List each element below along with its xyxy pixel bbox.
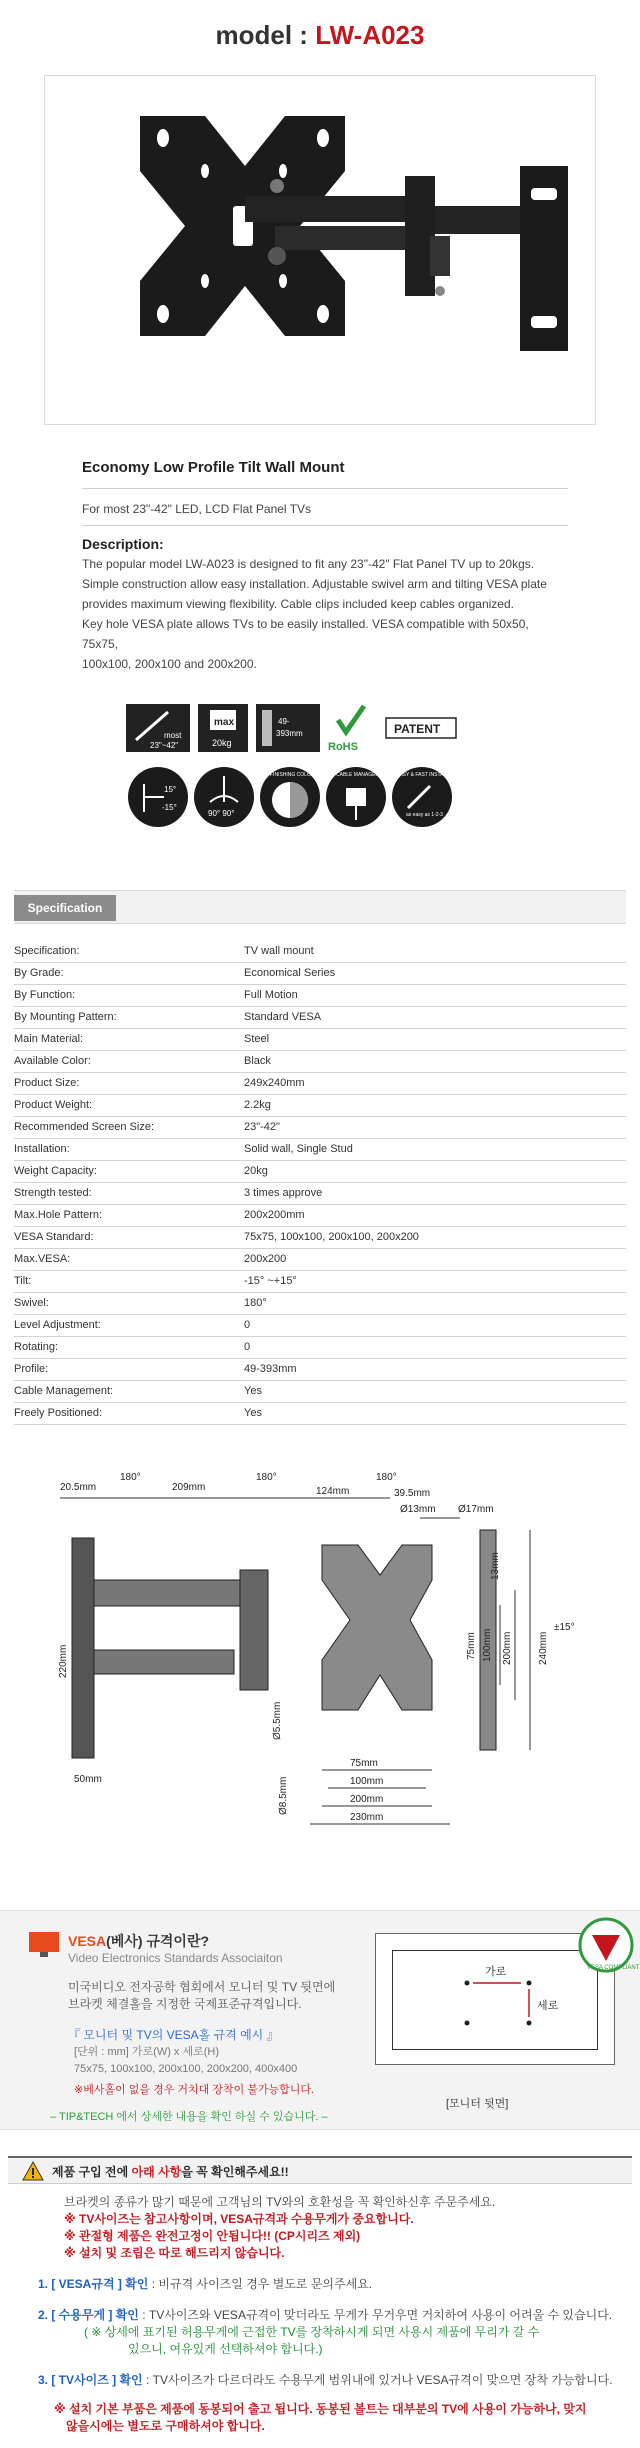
spec-value: 75x75, 100x100, 200x100, 200x200: [244, 1226, 626, 1248]
vesa-warning: ※베사홀이 없을 경우 거치대 장착이 불가능합니다.: [74, 2084, 315, 2096]
vesa-desc-2: 브라켓 체결홀을 지정한 국제표준규격입니다.: [68, 1997, 302, 2011]
rohs-icon: [328, 706, 364, 753]
spec-value: Full Motion: [244, 984, 626, 1006]
spec-row: [14, 1336, 626, 1358]
dim-100-h: 100mm: [350, 1776, 384, 1787]
spec-row: [14, 1138, 626, 1160]
description-line: provides maximum viewing flexibility. Cable clips included keep cables organized.: [82, 597, 514, 611]
vesa-unit: [단위 : mm] 가로(W) x 세로(H): [74, 2046, 220, 2058]
spec-value: 200x200: [244, 1248, 626, 1270]
dim-20-5: 20.5mm: [60, 1482, 97, 1493]
spec-value: -15° ~+15°: [244, 1270, 626, 1292]
notice-item-3: 3. [ TV사이즈 ] 확인 : TV사이즈가 다르더라도 수용무게 범위내에 있거나 VESA규격이 맞으면 장착 가능합니다.: [38, 2373, 613, 2387]
vesa-info-section: [0, 1910, 640, 2130]
spec-row: [14, 1006, 626, 1028]
svg-text:CABLE MANAGEMENT: CABLE MANAGEMENT: [336, 772, 390, 778]
spec-key: By Mounting Pattern:: [14, 1006, 244, 1028]
vesa-example-heading: 『 모니터 및 TV의 VESA홀 규격 예시 』: [68, 2028, 279, 2042]
spec-value: 0: [244, 1314, 626, 1336]
feature-icons-row-1: [126, 700, 526, 756]
spec-row: [14, 1402, 626, 1424]
spec-key: Rotating:: [14, 1336, 244, 1358]
spec-row: [14, 1314, 626, 1336]
description-line: Key hole VESA plate allows TVs to be easily installed. VESA compatible with 50x50, 75x75,: [82, 617, 529, 651]
spec-row: [14, 1248, 626, 1270]
spec-value: Yes: [244, 1402, 626, 1424]
dim-pm15: ±15°: [554, 1622, 575, 1633]
spec-row: [14, 984, 626, 1006]
spec-row: [14, 1028, 626, 1050]
notice-item-2-note-2: 있으니, 여유있게 선택하셔야 합니다.): [128, 2342, 323, 2356]
spec-key: Max.VESA:: [14, 1248, 244, 1270]
spec-value: Steel: [244, 1028, 626, 1050]
profile-icon: [256, 704, 320, 752]
product-photo: [45, 76, 597, 426]
spec-key: Cable Management:: [14, 1380, 244, 1402]
spec-value: 2.2kg: [244, 1094, 626, 1116]
spec-value: 0: [244, 1336, 626, 1358]
spec-value: TV wall mount: [244, 940, 626, 962]
notice-footnote-2: 않을시에는 별도로 구매하셔야 합니다.: [66, 2419, 265, 2433]
dim-100-v: 100mm: [482, 1628, 493, 1662]
spec-value: Economical Series: [244, 962, 626, 984]
spec-key: Installation:: [14, 1138, 244, 1160]
screen-size-icon: [126, 704, 190, 752]
spec-key: Swivel:: [14, 1292, 244, 1314]
spec-row: [14, 1182, 626, 1204]
svg-text:as easy as 1-2-3: as easy as 1-2-3: [406, 812, 443, 818]
svg-text:20kg: 20kg: [212, 738, 232, 748]
svg-text:23"~42": 23"~42": [150, 741, 179, 750]
dim-50: 50mm: [74, 1774, 102, 1785]
notice-footnote-1: ※ 설치 기본 부품은 제품에 동봉되어 출고 됩니다. 동봉된 볼트는 대부분의 TV에 사용이 가능하나, 맞지: [54, 2402, 587, 2416]
dim-17: Ø17mm: [458, 1504, 494, 1515]
dim-8-5: Ø8.5mm: [278, 1776, 289, 1815]
spec-key: By Grade:: [14, 962, 244, 984]
dim-240: 240mm: [538, 1631, 549, 1665]
dim-200-h: 200mm: [350, 1794, 384, 1805]
patent-icon: [386, 718, 456, 738]
spec-row: [14, 1072, 626, 1094]
description-heading: Description:: [82, 536, 164, 552]
purchase-notice: [8, 2156, 632, 2435]
dim-39-5: 39.5mm: [394, 1488, 431, 1499]
svg-text:-15°: -15°: [162, 803, 177, 812]
vesa-tip-note: – TIP&TECH 에서 상세한 내용을 확인 하실 수 있습니다. –: [50, 2111, 328, 2123]
spec-value: Black: [244, 1050, 626, 1072]
spec-row: [14, 1050, 626, 1072]
svg-text:393mm: 393mm: [276, 729, 303, 738]
dim-180-b: 180°: [256, 1472, 277, 1483]
spec-key: Product Size:: [14, 1072, 244, 1094]
spec-key: Available Color:: [14, 1050, 244, 1072]
spec-value: Yes: [244, 1380, 626, 1402]
notice-red-2: ※ 관절형 제품은 완전고정이 안됩니다!! (CP시리즈 제외): [64, 2229, 361, 2243]
spec-key: Main Material:: [14, 1028, 244, 1050]
product-title: Economy Low Profile Tilt Wall Mount: [82, 458, 568, 489]
svg-text:EASY & FAST INSTALLATION: EASY & FAST INSTALLATION: [396, 772, 464, 778]
notice-red-3: ※ 설치 및 조립은 따로 해드리지 않습니다.: [64, 2246, 285, 2260]
spec-value: 249x240mm: [244, 1072, 626, 1094]
spec-key: Product Weight:: [14, 1094, 244, 1116]
description-line: 100x100, 200x100 and 200x200.: [82, 657, 257, 671]
description-line: The popular model LW-A023 is designed to fit any 23"-42" Flat Panel TV up to 20kgs.: [82, 557, 535, 571]
vesa-sizes: 75x75, 100x100, 200x100, 200x200, 400x400: [74, 2063, 298, 2075]
svg-text:세로: 세로: [537, 1999, 559, 2012]
spec-row: [14, 1380, 626, 1402]
svg-text:VESA COMPLIANT: VESA COMPLIANT: [587, 1965, 640, 1971]
vesa-desc-1: 미국비디오 전자공학 협회에서 모니터 및 TV 뒷면에: [68, 1980, 336, 1994]
dimension-drawing: [60, 1470, 590, 1860]
dim-75-v: 75mm: [466, 1632, 477, 1660]
svg-text:FINISHING COLOR: FINISHING COLOR: [270, 772, 315, 778]
notice-red-1: ※ TV사이즈는 참고사항이며, VESA규격과 수용무게가 중요합니다.: [64, 2212, 414, 2226]
model-label: model :: [215, 20, 316, 50]
spec-row: [14, 1226, 626, 1248]
swivel-icon: [194, 767, 254, 827]
spec-row: [14, 1160, 626, 1182]
dim-180-c: 180°: [376, 1472, 397, 1483]
specification-tab: Specification: [14, 895, 116, 921]
specification-table: [14, 940, 626, 1425]
feature-icons-row-2: [126, 764, 526, 830]
spec-key: Specification:: [14, 940, 244, 962]
svg-text:90° 90°: 90° 90°: [208, 809, 235, 818]
spec-key: VESA Standard:: [14, 1226, 244, 1248]
product-photo-frame: [44, 75, 596, 425]
spec-row: [14, 940, 626, 962]
spec-value: 23"-42": [244, 1116, 626, 1138]
dim-230: 230mm: [350, 1812, 384, 1823]
spec-value: 180°: [244, 1292, 626, 1314]
dim-220: 220mm: [58, 1644, 69, 1678]
model-number: LW-A023: [315, 20, 425, 50]
monitor-back-caption: [모니터 뒷면]: [446, 2098, 509, 2110]
spec-key: Profile:: [14, 1358, 244, 1380]
finishing-color-icon: [260, 767, 320, 827]
svg-text:RoHS: RoHS: [328, 741, 358, 753]
spec-key: Max.Hole Pattern:: [14, 1204, 244, 1226]
description-line: Simple construction allow easy installation. Adjustable swivel arm and tilting VESA plate: [82, 577, 547, 591]
svg-text:most: most: [164, 731, 182, 740]
dim-200-v: 200mm: [502, 1631, 513, 1665]
vesa-title: VESA(베사) 규격이란?: [68, 1933, 210, 1949]
notice-header: 제품 구입 전에 아래 사항을 꼭 확인해주세요!!: [8, 2156, 632, 2184]
spec-value: 49-393mm: [244, 1358, 626, 1380]
spec-row: [14, 1292, 626, 1314]
vesa-compliant-seal: [578, 1917, 640, 1973]
spec-key: Strength tested:: [14, 1182, 244, 1204]
dim-180-a: 180°: [120, 1472, 141, 1483]
spec-row: [14, 962, 626, 984]
notice-item-2-note: ( ※ 상세에 표기된 허용무게에 근접한 TV를 장착하시게 되면 사용시 제품에 무리가 갈 수: [84, 2325, 540, 2339]
svg-text:PATENT: PATENT: [394, 722, 441, 736]
notice-item-2: 2. [ 수용무게 ] 확인 : TV사이즈와 VESA규격이 맞더라도 무게가 무거우면 거치하여 사용이 어려울 수 있습니다.: [38, 2308, 613, 2322]
spec-key: Freely Positioned:: [14, 1402, 244, 1424]
spec-value: Standard VESA: [244, 1006, 626, 1028]
vesa-english: Video Electronics Standards Associaiton: [68, 1951, 283, 1965]
cable-management-icon: [326, 767, 390, 827]
spec-value: 20kg: [244, 1160, 626, 1182]
max-weight-icon: [198, 704, 248, 752]
spec-row: [14, 1204, 626, 1226]
dim-13-a: Ø13mm: [400, 1504, 436, 1515]
spec-row: [14, 1116, 626, 1138]
spec-key: Level Adjustment:: [14, 1314, 244, 1336]
spec-key: Tilt:: [14, 1270, 244, 1292]
svg-text:15°: 15°: [164, 785, 177, 794]
svg-text:49-: 49-: [278, 717, 290, 726]
dim-5-5: Ø5.5mm: [272, 1701, 283, 1740]
spec-value: 3 times approve: [244, 1182, 626, 1204]
notice-item-1: 1. [ VESA규격 ] 확인 : 비규격 사이즈일 경우 별도로 문의주세요.: [38, 2277, 373, 2291]
vesa-holes-diagram: [393, 1951, 599, 2051]
page-title: [0, 20, 640, 51]
spec-value: 200x200mm: [244, 1204, 626, 1226]
specification-header: [14, 890, 626, 924]
spec-row: [14, 1270, 626, 1292]
easy-installation-icon: [392, 767, 464, 827]
spec-row: [14, 1358, 626, 1380]
notice-intro: 브라켓의 종류가 많기 때문에 고객님의 TV와의 호환성을 꼭 확인하신후 주문주세요.: [64, 2195, 496, 2209]
dim-209: 209mm: [172, 1482, 206, 1493]
product-subtitle: For most 23"-42" LED, LCD Flat Panel TVs: [82, 489, 568, 526]
svg-text:가로: 가로: [485, 1965, 507, 1978]
dim-124: 124mm: [316, 1486, 350, 1497]
spec-key: Recommended Screen Size:: [14, 1116, 244, 1138]
spec-row: [14, 1094, 626, 1116]
spec-key: By Function:: [14, 984, 244, 1006]
warning-icon: [22, 2161, 44, 2181]
spec-key: Weight Capacity:: [14, 1160, 244, 1182]
dim-75-h: 75mm: [350, 1758, 378, 1769]
product-description: [82, 458, 568, 674]
tilt-icon: [128, 767, 188, 827]
svg-text:max: max: [214, 717, 235, 728]
dim-13-b: 13mm: [490, 1552, 501, 1580]
spec-value: Solid wall, Single Stud: [244, 1138, 626, 1160]
